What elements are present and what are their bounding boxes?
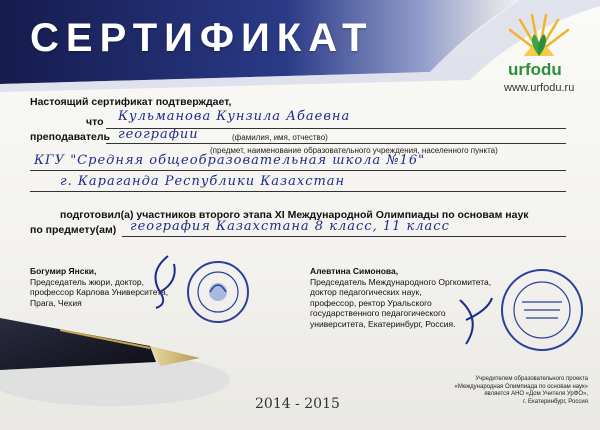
prepared-text: подготовил(а) участников второго этапа XI Международной Олимпиады по основам наук: [60, 209, 529, 221]
founder-note: [438, 376, 588, 406]
subjects-value: география Казахстана 8 класс, 11 класс: [130, 219, 450, 234]
founder-note-line: является АНО «Дом Учителя УрФО»,: [484, 391, 588, 397]
subject-underline: [106, 143, 566, 144]
university-stamp-icon: [500, 268, 584, 352]
fountain-pen-icon: [0, 297, 250, 410]
that-label: что: [86, 116, 104, 128]
logo-text: urfodu: [508, 60, 562, 79]
right-signatory-line: профессор, ректор Уральского: [310, 297, 432, 308]
institution-underline-2: [30, 191, 566, 192]
left-signatory-line: профессор Карлова Университета,: [30, 287, 169, 297]
subjects-underline: [122, 236, 566, 237]
teacher-label: преподаватель: [30, 131, 110, 143]
subjects-label: по предмету(ам): [30, 224, 117, 236]
founder-note-line: г. Екатеринбург, Россия: [523, 398, 588, 405]
institution-hint: (предмет, наименование образовательного учреждения, населенного пункта): [210, 146, 498, 155]
intro-text: Настоящий сертификат подтверждает,: [30, 96, 232, 108]
institution-line-2: г. Караганда Республики Казахстан: [60, 174, 346, 189]
founder-note-line: «Международная Олимпиада по основам наук»: [454, 383, 588, 390]
left-signatory-line: Председатель жюри, доктор,: [30, 276, 144, 287]
left-signatory-line: Прага, Чехия: [30, 297, 82, 308]
subject-value: географии: [118, 127, 199, 142]
years: 2014 - 2015: [255, 396, 340, 412]
right-signatory-name: Алевтина Симонова,: [310, 266, 399, 276]
right-signatory-line: государственного педагогического: [310, 308, 446, 318]
founder-note-line: Учредителем образовательного проекта: [475, 376, 588, 382]
left-signatory-name: Богумир Янски,: [30, 266, 97, 276]
right-signatory-line: Председатель Международного Оргкомитета,: [310, 276, 492, 287]
site-url: www.urfodu.ru: [504, 82, 575, 94]
right-signatory-line: университета, Екатеринбург, Россия.: [310, 318, 456, 329]
institution-line-1: КГУ "Средняя общеобразовательная школа №16": [34, 153, 426, 168]
right-signatory-line: доктор педагогических наук,: [310, 287, 422, 297]
institution-underline-1: [30, 170, 566, 171]
recipient-name: Кульманова Кунзила Абаевна: [118, 109, 351, 124]
certificate-title: СЕРТИФИКАТ: [30, 16, 374, 60]
right-signature-icon: [452, 290, 502, 350]
name-hint: (фамилия, имя, отчество): [232, 133, 328, 142]
